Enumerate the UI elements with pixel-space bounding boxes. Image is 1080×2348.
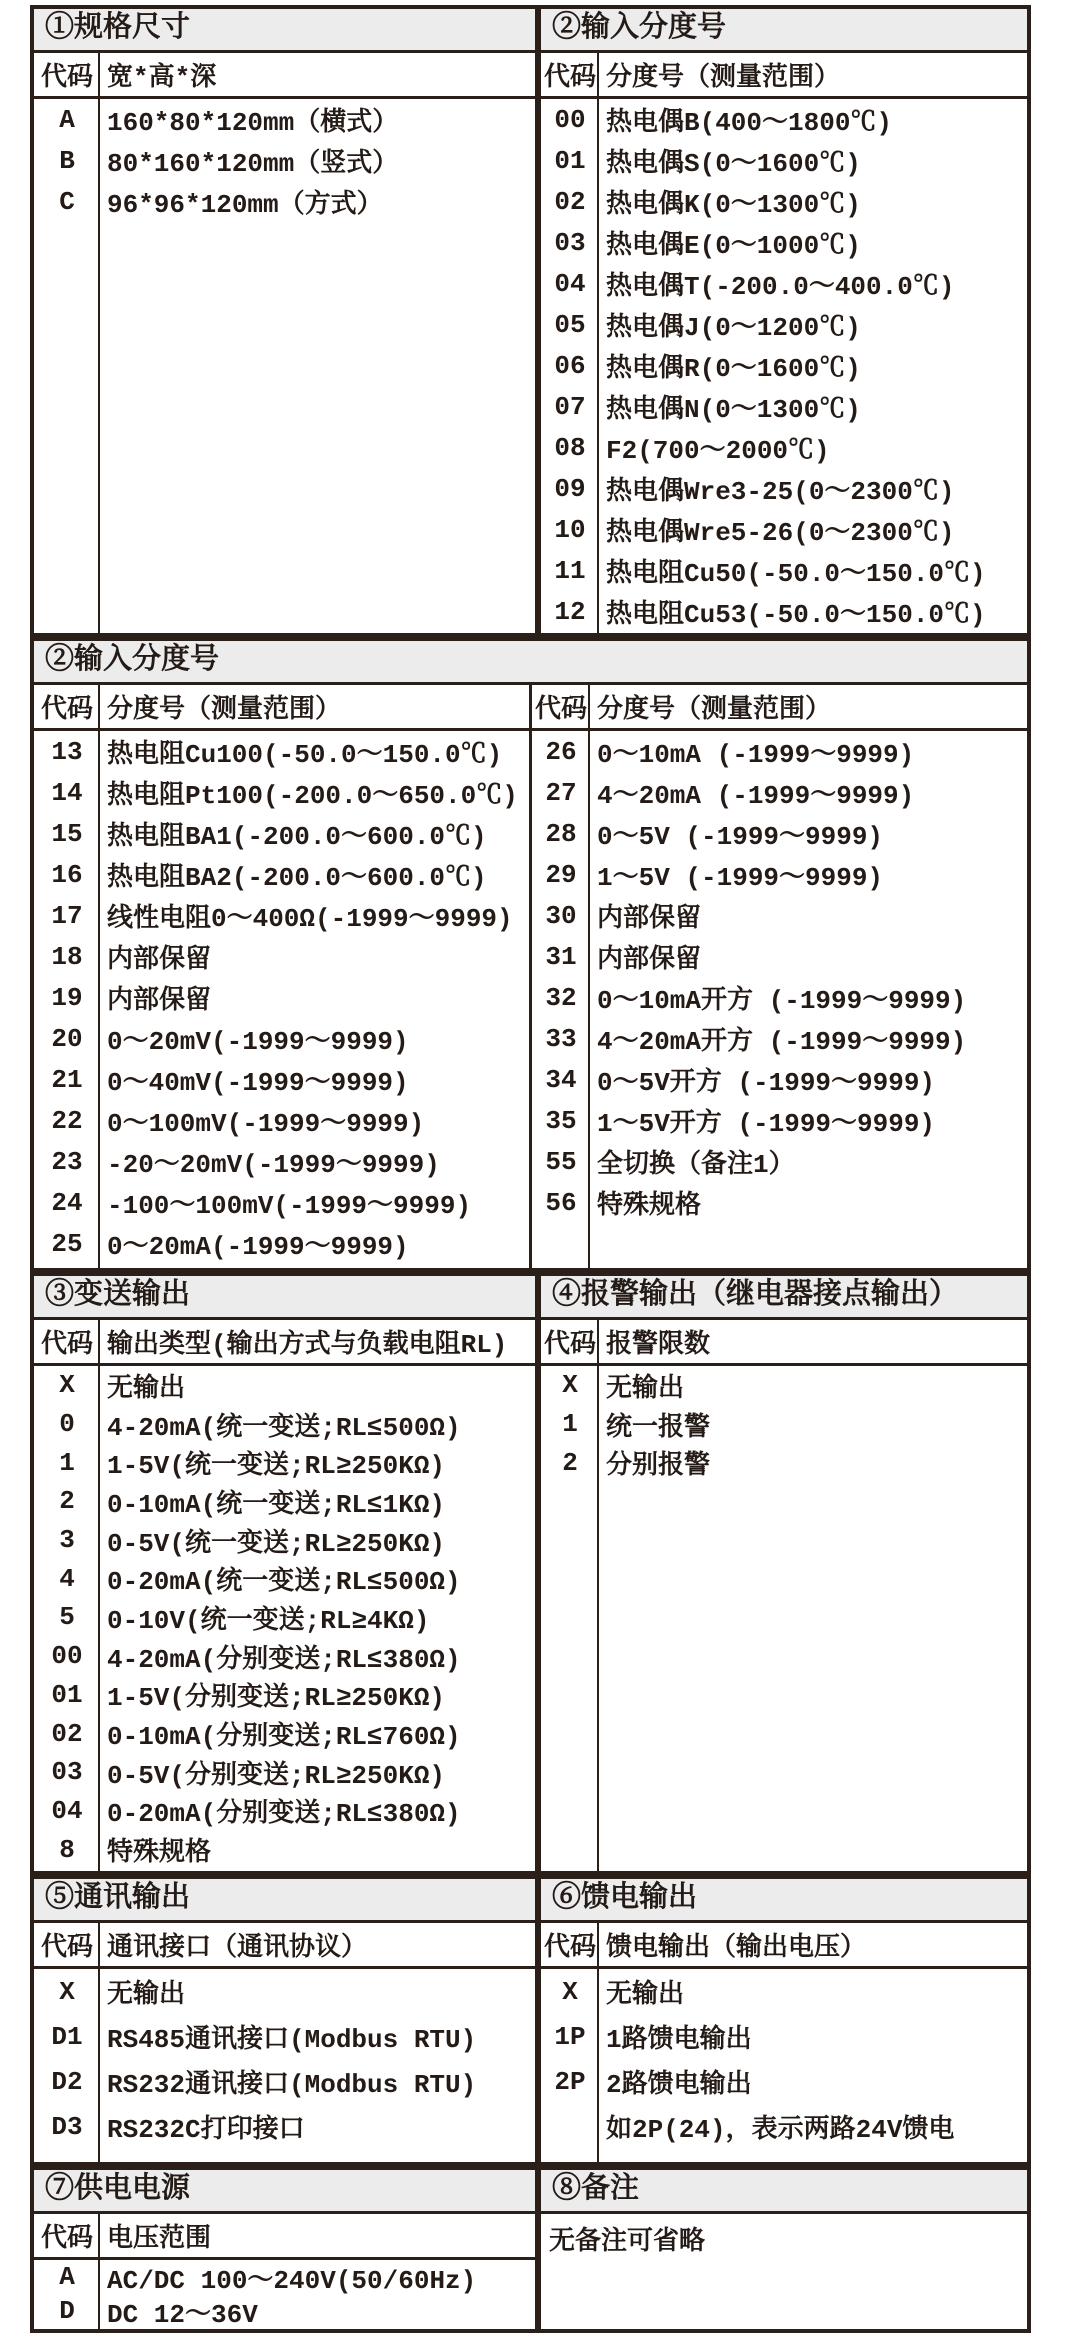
table-row: [34, 936, 529, 977]
table-row: [34, 2294, 535, 2328]
spec-size-table: [30, 5, 538, 637]
table-row: [34, 1018, 529, 1059]
code-cell: 02: [51, 1718, 83, 1749]
code-cell: 20: [51, 1023, 83, 1054]
code-cell: 27: [545, 777, 577, 808]
desc-cell: 热电偶K(0～1300℃): [606, 190, 861, 220]
table-row: [34, 772, 529, 813]
code-cell: 33: [545, 1023, 577, 1054]
code-cell: 5: [59, 1602, 75, 1633]
desc-cell: 无输出: [606, 1980, 685, 2010]
table-row: [34, 1559, 535, 1598]
table-row: [34, 977, 529, 1018]
code-cell: 03: [51, 1757, 83, 1788]
desc-cell: RS232通讯接口(Modbus RTU): [107, 2070, 477, 2100]
table-row: [532, 1182, 1027, 1223]
code-cell: X: [59, 1976, 75, 2007]
section-title-transmit-output: ③变送输出: [34, 1276, 535, 1320]
desc-cell: 全切换（备注1）: [597, 1150, 795, 1180]
desc-cell: 特殊规格: [107, 1838, 212, 1869]
transmit-output-header-row: [34, 1320, 535, 1366]
code-header: 代码: [40, 1330, 93, 1360]
code-header: 代码: [40, 63, 93, 93]
desc-cell: 热电偶Wre3-25(0～2300℃): [606, 477, 955, 507]
remark-table: [538, 2166, 1031, 2333]
desc-cell: 4-20mA(统一变送;RL≤500Ω): [107, 1412, 461, 1443]
desc-cell: 热电偶S(0～1600℃): [606, 149, 861, 179]
table-row: [34, 1521, 535, 1560]
code-cell: 1: [562, 1409, 578, 1440]
desc-cell: 1路馈电输出: [606, 2025, 752, 2055]
code-cell: 15: [51, 818, 83, 849]
desc-cell: 如2P(24)，表示两路24V馈电: [606, 2115, 955, 2145]
desc-cell: 0-10mA(分别变送;RL≤760Ω): [107, 1722, 461, 1753]
code-header: 代码: [40, 1933, 93, 1963]
code-cell: 18: [51, 941, 83, 972]
desc-cell: 0-10V(统一变送;RL≥4KΩ): [107, 1605, 430, 1636]
table-row: [541, 427, 1027, 468]
desc-cell: 0-5V(统一变送;RL≥250KΩ): [107, 1528, 446, 1559]
desc-cell: 1～5V (-1999～9999): [597, 863, 884, 893]
input-range-b-right-header-row: [532, 685, 1027, 731]
code-cell: 01: [554, 145, 586, 176]
code-cell: 23: [51, 1146, 83, 1177]
code-cell: 06: [554, 350, 586, 381]
alarm-output-table: [538, 1272, 1031, 1875]
table-row: [34, 1598, 535, 1637]
desc-cell: 80*160*120mm（竖式）: [107, 149, 399, 179]
table-row: [34, 2059, 535, 2104]
section-title-spec-size: ①规格尺寸: [34, 9, 535, 53]
table-row: [541, 2059, 1027, 2104]
desc-cell: RS485通讯接口(Modbus RTU): [107, 2025, 477, 2055]
desc-cell: 热电偶R(0～1600℃): [606, 354, 861, 384]
desc-cell: 0～20mA(-1999～9999): [107, 1232, 409, 1262]
table-row: [541, 509, 1027, 550]
code-cell: 11: [554, 555, 586, 586]
code-cell: D: [59, 2296, 75, 2326]
code-cell: 31: [545, 941, 577, 972]
code-cell: 19: [51, 982, 83, 1013]
desc-cell: 4-20mA(分别变送;RL≤380Ω): [107, 1644, 461, 1675]
remark-note: 无备注可省略: [549, 2227, 706, 2257]
desc-cell: 0-5V(分别变送;RL≥250KΩ): [107, 1760, 446, 1791]
alarm-output-header-row: [541, 1320, 1027, 1366]
desc-cell: 1-5V(分别变送;RL≥250KΩ): [107, 1683, 446, 1714]
table-row: [34, 854, 529, 895]
table-row: [34, 895, 529, 936]
code-cell: D2: [51, 2066, 83, 2097]
desc-cell: 统一报警: [606, 1412, 711, 1443]
table-row: [541, 99, 1027, 140]
code-cell: 4: [59, 1563, 75, 1594]
desc-header: 报警限数: [606, 1330, 711, 1360]
power-supply-body: [34, 2260, 535, 2329]
desc-cell: AC/DC 100～240V(50/60Hz): [107, 2265, 477, 2294]
desc-cell: 热电阻Cu53(-50.0～150.0℃): [606, 600, 986, 630]
table-row: [34, 2260, 535, 2294]
table-row: [532, 1018, 1027, 1059]
transmit-output-columns: [34, 1320, 535, 1871]
row-comm-and-feed: [30, 1875, 1031, 2166]
table-row: [34, 813, 529, 854]
desc-cell: 线性电阻0～400Ω(-1999～9999): [107, 904, 513, 934]
desc-cell: F2(700～2000℃): [606, 436, 830, 466]
input-range-b-left-body: [34, 731, 529, 1268]
input-range-b-right: [532, 685, 1027, 1268]
alarm-output-body: [541, 1366, 1027, 1871]
table-row: [34, 1366, 535, 1405]
input-range-a-body: [541, 99, 1027, 633]
desc-cell: 4～20mA (-1999～9999): [597, 781, 915, 811]
desc-cell: 无输出: [606, 1373, 685, 1404]
table-row: [532, 895, 1027, 936]
desc-cell: 0～5V (-1999～9999): [597, 822, 884, 852]
input-range-a-columns: [541, 53, 1027, 633]
row-spec-and-input: [30, 5, 1031, 637]
table-row: [34, 1482, 535, 1521]
desc-cell: 1-5V(统一变送;RL≥250KΩ): [107, 1451, 446, 1482]
table-row: [541, 2014, 1027, 2059]
table-row: [34, 1405, 535, 1444]
desc-cell: RS232C打印接口: [107, 2115, 305, 2145]
table-row: [532, 1059, 1027, 1100]
comm-output-header-row: [34, 1923, 535, 1969]
table-row: [34, 1753, 535, 1792]
desc-cell: 热电阻Pt100(-200.0～650.0℃): [107, 781, 518, 811]
code-cell: 04: [554, 268, 586, 299]
table-row: [34, 1182, 529, 1223]
input-range-table-a: [538, 5, 1031, 637]
desc-cell: 热电偶N(0～1300℃): [606, 395, 861, 425]
code-cell: 21: [51, 1064, 83, 1095]
code-cell: X: [562, 1370, 578, 1401]
table-row: [541, 345, 1027, 386]
spec-size-body: [34, 99, 535, 633]
code-header: 代码: [40, 695, 93, 725]
feed-output-columns: [541, 1923, 1027, 2162]
input-range-table-b: [30, 637, 1031, 1272]
code-cell: 08: [554, 432, 586, 463]
desc-header: 电压范围: [107, 2224, 212, 2254]
desc-cell: 内部保留: [597, 904, 702, 934]
transmit-output-body: [34, 1366, 535, 1871]
desc-header: 输出类型(输出方式与负载电阻RL): [107, 1330, 508, 1360]
section-title-input-range-b: ②输入分度号: [34, 641, 1027, 685]
code-cell: 25: [51, 1228, 83, 1259]
table-row: [34, 99, 535, 140]
table-row: [34, 1141, 529, 1182]
code-cell: D3: [51, 2111, 83, 2142]
table-row: [541, 140, 1027, 181]
code-cell: X: [59, 1370, 75, 1401]
code-cell: 05: [554, 309, 586, 340]
code-cell: 3: [59, 1525, 75, 1556]
code-cell: C: [59, 186, 75, 217]
table-row: [541, 591, 1027, 632]
desc-header: 分度号（测量范围）: [107, 695, 342, 725]
desc-header: 通讯接口（通讯协议）: [107, 1933, 368, 1963]
table-row: [34, 1443, 535, 1482]
transmit-output-table: [30, 1272, 538, 1875]
feed-output-body: [541, 1969, 1027, 2162]
input-range-b-halves: [34, 685, 1027, 1268]
table-row: [541, 1443, 1027, 1482]
desc-cell: 0～5V开方 (-1999～9999): [597, 1068, 936, 1098]
table-row: [541, 1405, 1027, 1444]
desc-cell: 热电阻BA2(-200.0～600.0℃): [107, 863, 487, 893]
code-cell: 56: [545, 1187, 577, 1218]
desc-cell: 热电偶Wre5-26(0～2300℃): [606, 518, 955, 548]
code-cell: 29: [545, 859, 577, 890]
desc-header: 宽*高*深: [107, 63, 217, 93]
desc-cell: 热电偶T(-200.0～400.0℃): [606, 272, 955, 302]
section-title-alarm-output: ④报警输出（继电器接点输出）: [541, 1276, 1027, 1320]
table-row: [34, 2104, 535, 2149]
desc-cell: 分别报警: [606, 1451, 711, 1482]
power-supply-header-row: [34, 2214, 535, 2260]
table-row: [34, 1059, 529, 1100]
row-transmit-and-alarm: [30, 1272, 1031, 1875]
section-title-feed-output: ⑥馈电输出: [541, 1879, 1027, 1923]
section-title-input-range-a: ②输入分度号: [541, 9, 1027, 53]
table-row: [532, 936, 1027, 977]
desc-cell: 0-10mA(统一变送;RL≤1KΩ): [107, 1489, 446, 1520]
table-row: [541, 222, 1027, 263]
code-cell: 28: [545, 818, 577, 849]
table-row: [34, 1792, 535, 1831]
table-row: [532, 772, 1027, 813]
comm-output-table: [30, 1875, 538, 2166]
desc-cell: 0～40mV(-1999～9999): [107, 1068, 409, 1098]
code-cell: 00: [554, 104, 586, 135]
code-cell: 2: [59, 1486, 75, 1517]
code-cell: 04: [51, 1795, 83, 1826]
code-cell: 12: [554, 596, 586, 627]
spec-size-header-row: [34, 53, 535, 99]
code-cell: 14: [51, 777, 83, 808]
section-title-comm-output: ⑤通讯输出: [34, 1879, 535, 1923]
section-title-remark: ⑧备注: [541, 2170, 1027, 2214]
code-cell: A: [59, 104, 75, 135]
desc-cell: 热电偶E(0～1000℃): [606, 231, 861, 261]
code-cell: 03: [554, 227, 586, 258]
code-cell: B: [59, 145, 75, 176]
table-row: [34, 140, 535, 181]
desc-cell: 0-20mA(统一变送;RL≤500Ω): [107, 1567, 461, 1598]
table-row: [541, 468, 1027, 509]
code-cell: 55: [545, 1146, 577, 1177]
code-cell: A: [59, 2262, 75, 2292]
desc-cell: -20～20mV(-1999～9999): [107, 1150, 440, 1180]
table-row: [541, 386, 1027, 427]
feed-output-header-row: [541, 1923, 1027, 1969]
desc-cell: 0～100mV(-1999～9999): [107, 1109, 425, 1139]
table-row: [34, 1714, 535, 1753]
desc-cell: 无输出: [107, 1980, 186, 2010]
code-cell: 8: [59, 1834, 75, 1865]
comm-output-columns: [34, 1923, 535, 2162]
code-cell: 26: [545, 736, 577, 767]
feed-output-table: [538, 1875, 1031, 2166]
code-cell: 00: [51, 1641, 83, 1672]
code-cell: 22: [51, 1105, 83, 1136]
code-header: 代码: [543, 63, 596, 93]
code-cell: 01: [51, 1679, 83, 1710]
desc-header: 分度号（测量范围）: [606, 63, 841, 93]
table-row: [34, 1100, 529, 1141]
code-cell: 32: [545, 982, 577, 1013]
spec-size-columns: [34, 53, 535, 633]
desc-cell: 特殊规格: [597, 1191, 702, 1221]
row-input-continued: [30, 637, 1031, 1272]
table-row: [541, 263, 1027, 304]
code-cell: 16: [51, 859, 83, 890]
desc-cell: 内部保留: [107, 986, 212, 1016]
table-row: [532, 854, 1027, 895]
code-header: 代码: [543, 1330, 596, 1360]
code-cell: X: [562, 1976, 578, 2007]
code-cell: D1: [51, 2021, 83, 2052]
desc-cell: 0～10mA开方 (-1999～9999): [597, 986, 967, 1016]
table-row: [541, 1366, 1027, 1405]
desc-cell: 内部保留: [597, 945, 702, 975]
table-row: [541, 550, 1027, 591]
desc-cell: 2路馈电输出: [606, 2070, 752, 2100]
desc-cell: 热电阻BA1(-200.0～600.0℃): [107, 822, 487, 852]
code-cell: 07: [554, 391, 586, 422]
code-cell: 24: [51, 1187, 83, 1218]
code-cell: 2P: [554, 2066, 586, 2097]
desc-cell: 热电阻Cu100(-50.0～150.0℃): [107, 740, 503, 770]
row-power-and-remark: [30, 2166, 1031, 2333]
code-cell: 2: [562, 1447, 578, 1478]
table-row: [34, 2014, 535, 2059]
code-header: 代码: [40, 2224, 93, 2254]
desc-cell: 0-20mA(分别变送;RL≤380Ω): [107, 1799, 461, 1830]
code-cell: 02: [554, 186, 586, 217]
code-cell: 34: [545, 1064, 577, 1095]
desc-header: 馈电输出（输出电压）: [606, 1933, 867, 1963]
desc-header: 分度号（测量范围）: [597, 695, 832, 725]
desc-cell: 热电偶B(400～1800℃): [606, 108, 893, 138]
table-row: [532, 977, 1027, 1018]
table-row: [34, 1676, 535, 1715]
desc-cell: -100～100mV(-1999～9999): [107, 1191, 472, 1221]
table-row: [541, 181, 1027, 222]
table-row: [532, 1100, 1027, 1141]
table-row: [532, 731, 1027, 772]
desc-cell: 内部保留: [107, 945, 212, 975]
desc-cell: 热电阻Cu50(-50.0～150.0℃): [606, 559, 986, 589]
section-title-power-supply: ⑦供电电源: [34, 2170, 535, 2214]
code-cell: 1P: [554, 2021, 586, 2052]
table-row: [541, 1969, 1027, 2014]
desc-cell: 1～5V开方 (-1999～9999): [597, 1109, 936, 1139]
code-cell: [541, 2104, 599, 2149]
table-row: [34, 731, 529, 772]
desc-cell: 0～20mV(-1999～9999): [107, 1027, 409, 1057]
code-cell: 13: [51, 736, 83, 767]
desc-cell: DC 12～36V: [107, 2299, 258, 2328]
code-header: 代码: [534, 695, 587, 725]
alarm-output-columns: [541, 1320, 1027, 1871]
desc-cell: 96*96*120mm（方式）: [107, 190, 383, 220]
code-cell: 30: [545, 900, 577, 931]
code-cell: 10: [554, 514, 586, 545]
table-row: [532, 1141, 1027, 1182]
input-range-a-header-row: [541, 53, 1027, 99]
table-row: [34, 181, 535, 222]
code-cell: 17: [51, 900, 83, 931]
table-row: [34, 1830, 535, 1869]
input-range-b-left: [34, 685, 532, 1268]
table-row: [541, 2104, 1027, 2149]
code-cell: 1: [59, 1447, 75, 1478]
table-row: [34, 1969, 535, 2014]
table-row: [541, 304, 1027, 345]
desc-cell: 热电偶J(0～1200℃): [606, 313, 861, 343]
table-row: [532, 813, 1027, 854]
table-row: [34, 1637, 535, 1676]
desc-cell: 4～20mA开方 (-1999～9999): [597, 1027, 967, 1057]
input-range-b-left-header-row: [34, 685, 529, 731]
power-supply-columns: [34, 2214, 535, 2329]
code-cell: 0: [59, 1409, 75, 1440]
comm-output-body: [34, 1969, 535, 2162]
desc-cell: 160*80*120mm（横式）: [107, 108, 399, 138]
table-row: [34, 1223, 529, 1264]
code-cell: 09: [554, 473, 586, 504]
code-cell: 35: [545, 1105, 577, 1136]
input-range-b-right-body: [532, 731, 1027, 1268]
power-supply-table: [30, 2166, 538, 2333]
desc-cell: 无输出: [107, 1373, 186, 1404]
desc-cell: 0～10mA (-1999～9999): [597, 740, 915, 770]
code-header: 代码: [543, 1933, 596, 1963]
